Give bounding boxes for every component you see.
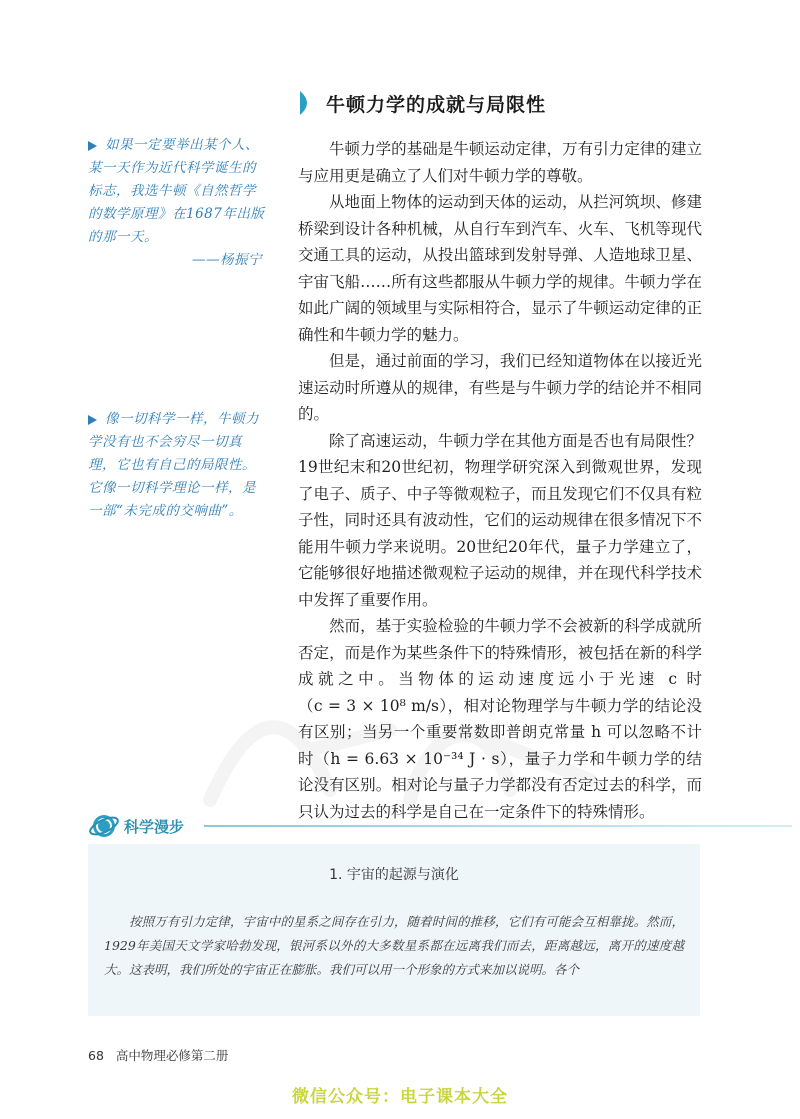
speed-of-light-formula: （c = 3 × 10⁸ m/s） — [298, 696, 448, 715]
paragraph: 除了高速运动，牛顿力学在其他方面是否也有局限性？19世纪末和20世纪初，物理学研究深入到微观世界，发现了电子、质子、中子等微观粒子，而且发现它们不仅具有粒子性，同时还具有波动性，它们的运动规律在很多情况下不能用牛顿力学来说明。20世纪20年代，量子力学建立了，它能够很好地描述微观粒子运动的规律，并在现代科学技术中发挥了重要作用。 — [298, 431, 702, 609]
science-walk-banner — [88, 808, 700, 844]
quote-text: 像一切科学一样，牛顿力学没有也不会穷尽一切真理，它也有自己的局限性。它像一切科学理论一样，是一部“未完成的交响曲”。 — [88, 411, 259, 519]
paragraph: 牛顿力学的基础是牛顿运动定律，万有引力定律的建立与应用更是确立了人们对牛顿力学的尊敬。 — [298, 140, 702, 185]
paragraph-text: ，相对论物理学与牛顿力学的结论没有区别；当另一个重要常数即普朗克常量 h 可以忽略不计时 — [298, 696, 702, 768]
page-number: 68 — [88, 1048, 104, 1063]
paragraph: 按照万有引力定律，宇宙中的星系之间存在引力，随着时间的推移，它们有可能会互相靠拢。然而，1929年美国天文学家哈勃发现，银河系以外的大多数星系都在远离我们而去，距离越远，离开的速度越大。这表明，我们所处的宇宙正在膨胀。我们可以用一个形象的方式来加以说明。各个 — [104, 914, 684, 977]
sidebar-quote-yang — [88, 134, 268, 272]
science-walk-label: 科学漫步 — [124, 818, 185, 836]
paragraph-with-formulas — [298, 613, 702, 825]
science-walk-box — [88, 844, 700, 1016]
triangle-bullet-icon — [88, 415, 97, 425]
article-text — [104, 910, 684, 982]
page-footer — [88, 1046, 228, 1064]
main-body-text — [298, 136, 702, 825]
book-title: 高中物理必修第二册 — [115, 1048, 229, 1063]
section-title — [298, 88, 546, 118]
article-title: 1. 宇宙的起源与演化 — [329, 867, 459, 883]
paragraph-text: ，量子力学和牛顿力学的结论没有区别。相对论与量子力学都没有否定过去的科学，而只认为过去的科学是自己在一定条件下的特殊情形。 — [298, 749, 702, 821]
section-marker-icon — [298, 89, 316, 117]
quote-attribution: ——杨振宁 — [192, 252, 262, 268]
paragraph: 但是，通过前面的学习，我们已经知道物体在以接近光速运动时所遵从的规律，有些是与牛顿力学的结论并不相同的。 — [298, 352, 702, 423]
banner-divider — [204, 825, 792, 827]
sidebar-quote-unfinished — [88, 408, 268, 523]
section-title-text: 牛顿力学的成就与局限性 — [326, 93, 547, 116]
quote-text: 如果一定要举出某个人、某一天作为近代科学诞生的标志，我选牛顿《自然哲学的数学原理》在1687年出版的那一天。 — [88, 137, 265, 245]
triangle-bullet-icon — [88, 141, 97, 151]
paragraph-text: 然而，基于实验检验的牛顿力学不会被新的科学成就所否定，而是作为某些条件下的特殊情形，被包括在新的科学成就之中。当物体的运动速度远小于光速 c 时 — [298, 617, 702, 688]
paragraph: 从地面上物体的运动到天体的运动，从拦河筑坝、修建桥梁到设计各种机械，从自行车到汽车、火车、飞机等现代交通工具的运动，从投出篮球到发射导弹、人造地球卫星、宇宙飞船……所有这些都服从牛顿力学的规律。牛顿力学在如此广阔的领域里与实际相符合，显示了牛顿运动定律的正确性和牛顿力学的魅力。 — [298, 193, 702, 344]
wechat-watermark: 微信公众号：电子课本大全 — [292, 1087, 508, 1107]
planck-constant-formula: （h = 6.63 × 10⁻³⁴ J · s） — [314, 749, 509, 768]
globe-orbit-icon — [88, 810, 120, 842]
